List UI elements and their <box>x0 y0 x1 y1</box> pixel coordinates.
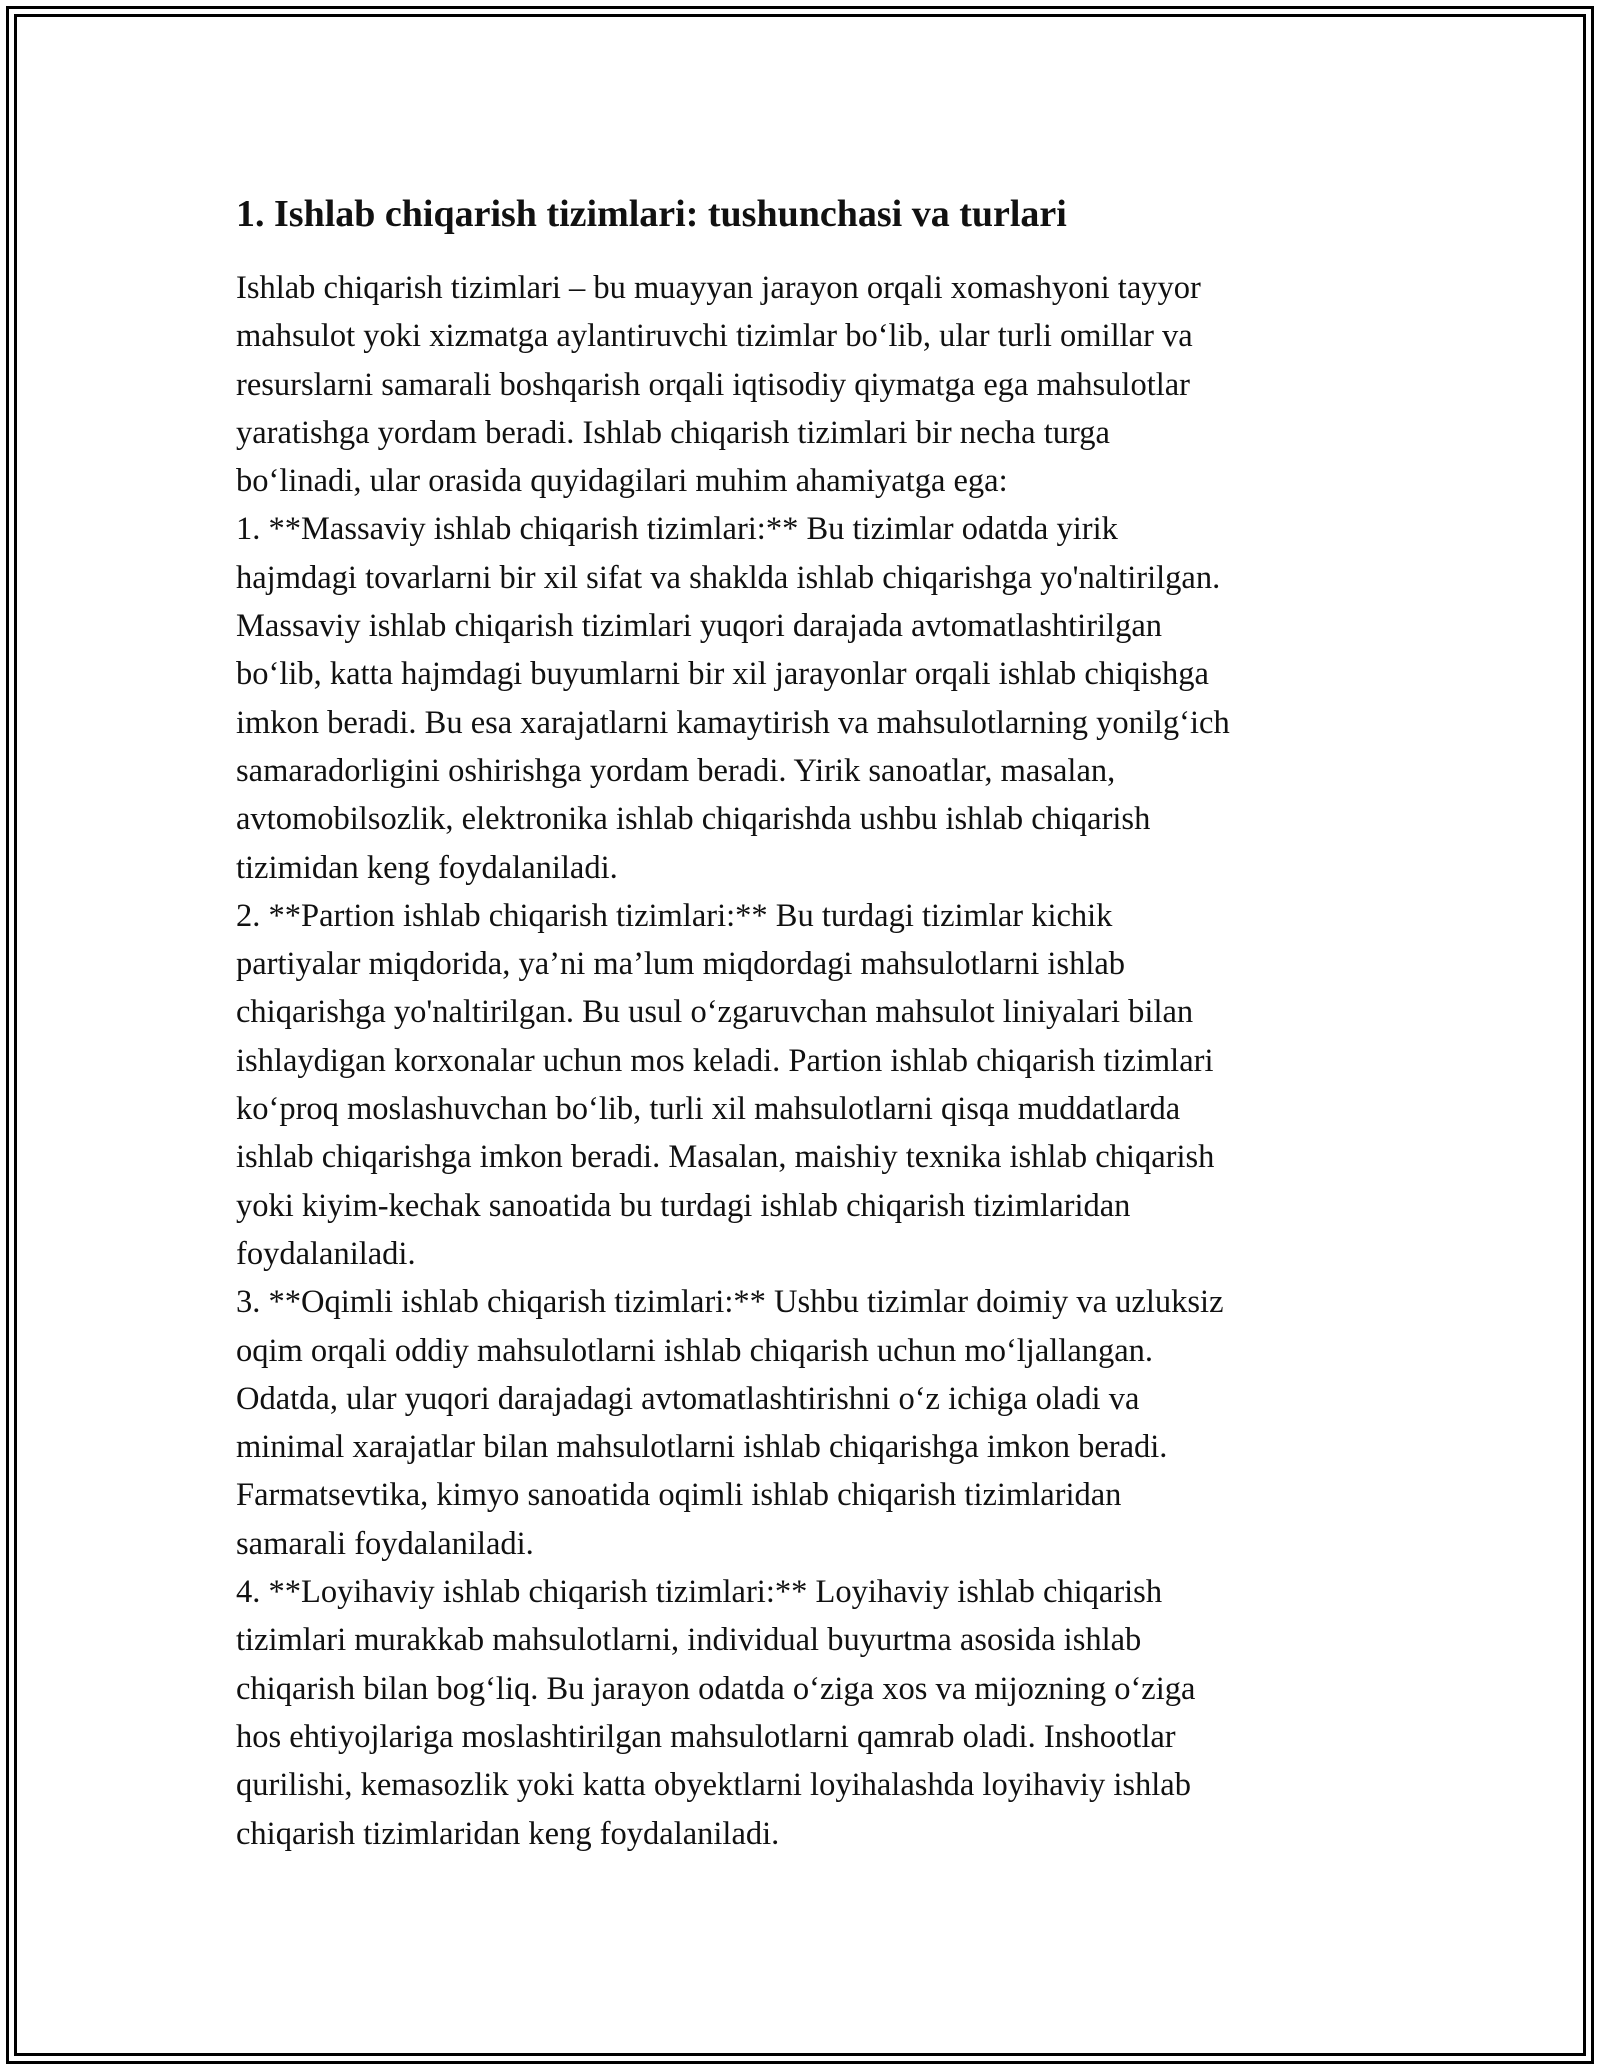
text-line: yoki kiyim-kechak sanoatida bu turdagi ishlab chiqarish tizimlaridan <box>236 1187 1131 1224</box>
text-line: samarali foydalaniladi. <box>236 1525 534 1562</box>
text-line: bo‘lib, katta hajmdagi buyumlarni bir xil jarayonlar orqali ishlab chiqishga <box>236 656 1209 693</box>
text-line: imkon beradi. Bu esa xarajatlarni kamaytirish va mahsulotlarning yonilg‘ich <box>236 704 1230 741</box>
text-line: avtomobilsozlik, elektronika ishlab chiqarishda ushbu ishlab chiqarish <box>236 801 1151 838</box>
text-line: tizimidan keng foydalaniladi. <box>236 849 618 886</box>
text-line: ko‘proq moslashuvchan bo‘lib, turli xil mahsulotlarni qisqa muddatlarda <box>236 1091 1181 1128</box>
text-line: Ishlab chiqarish tizimlari – bu muayyan jarayon orqali xomashyoni tayyor <box>236 270 1201 306</box>
text-line: samaradorligini oshirishga yordam beradi. Yirik sanoatlar, masalan, <box>236 752 1116 789</box>
text-line: Odatda, ular yuqori darajadagi avtomatlashtirishni o‘z ichiga oladi va <box>236 1380 1140 1417</box>
list-item-massaviy: 1. **Massaviy ishlab chiqarish tizimlari:** Bu tizimlar odatda yirik <box>236 511 1118 548</box>
text-line: mahsulot yoki xizmatga aylantiruvchi tizimlar bo‘lib, ular turli omillar va <box>236 318 1193 355</box>
text-line: hajmdagi tovarlarni bir xil sifat va shaklda ishlab chiqarishga yo'naltirilgan. <box>236 559 1221 596</box>
text-line: oqim orqali oddiy mahsulotlarni ishlab chiqarish uchun mo‘ljallangan. <box>236 1332 1154 1369</box>
text-line: yaratishga yordam beradi. Ishlab chiqarish tizimlari bir necha turga <box>236 414 1110 451</box>
text-line: chiqarish tizimlaridan keng foydalaniladi. <box>236 1815 780 1852</box>
document-body <box>236 186 1376 1858</box>
body-text <box>236 264 1376 1858</box>
text-line: tizimlari murakkab mahsulotlarni, individual buyurtma asosida ishlab <box>236 1622 1142 1659</box>
text-line: Farmatsevtika, kimyo sanoatida oqimli ishlab chiqarish tizimlaridan <box>236 1477 1122 1514</box>
list-item-loyihaviy: 4. **Loyihaviy ishlab chiqarish tizimlari:** Loyihaviy ishlab chiqarish <box>236 1574 1163 1611</box>
list-item-oqimli: 3. **Oqimli ishlab chiqarish tizimlari:** Ushbu tizimlar doimiy va uzluksiz <box>236 1284 1224 1321</box>
text-line: bo‘linadi, ular orasida quyidagilari muhim ahamiyatga ega: <box>236 463 1008 500</box>
list-item-partion: 2. **Partion ishlab chiqarish tizimlari:** Bu turdagi tizimlar kichik <box>236 897 1113 934</box>
text-line: qurilishi, kemasozlik yoki katta obyektlarni loyihalashda loyihaviy ishlab <box>236 1767 1191 1804</box>
text-line: Massaviy ishlab chiqarish tizimlari yuqori darajada avtomatlashtirilgan <box>236 608 1162 645</box>
text-line: chiqarish bilan bog‘liq. Bu jarayon odatda o‘ziga xos va mijozning o‘ziga <box>236 1670 1196 1707</box>
text-line: resurslarni samarali boshqarish orqali iqtisodiy qiymatga ega mahsulotlar <box>236 366 1191 403</box>
text-line: chiqarishga yo'naltirilgan. Bu usul o‘zgaruvchan mahsulot liniyalari bilan <box>236 994 1194 1031</box>
text-line: foydalaniladi. <box>236 1235 416 1272</box>
section-heading: 1. Ishlab chiqarish tizimlari: tushunchasi va turlari <box>236 193 1067 235</box>
text-line: partiyalar miqdorida, ya’ni ma’lum miqdordagi mahsulotlarni ishlab <box>236 946 1126 983</box>
text-line: hos ehtiyojlariga moslashtirilgan mahsulotlarni qamrab oladi. Inshootlar <box>236 1718 1176 1755</box>
text-line: minimal xarajatlar bilan mahsulotlarni ishlab chiqarishga imkon beradi. <box>236 1429 1168 1466</box>
text-line: ishlaydigan korxonalar uchun mos keladi. Partion ishlab chiqarish tizimlari <box>236 1042 1214 1079</box>
text-line: ishlab chiqarishga imkon beradi. Masalan, maishiy texnika ishlab chiqarish <box>236 1139 1215 1176</box>
